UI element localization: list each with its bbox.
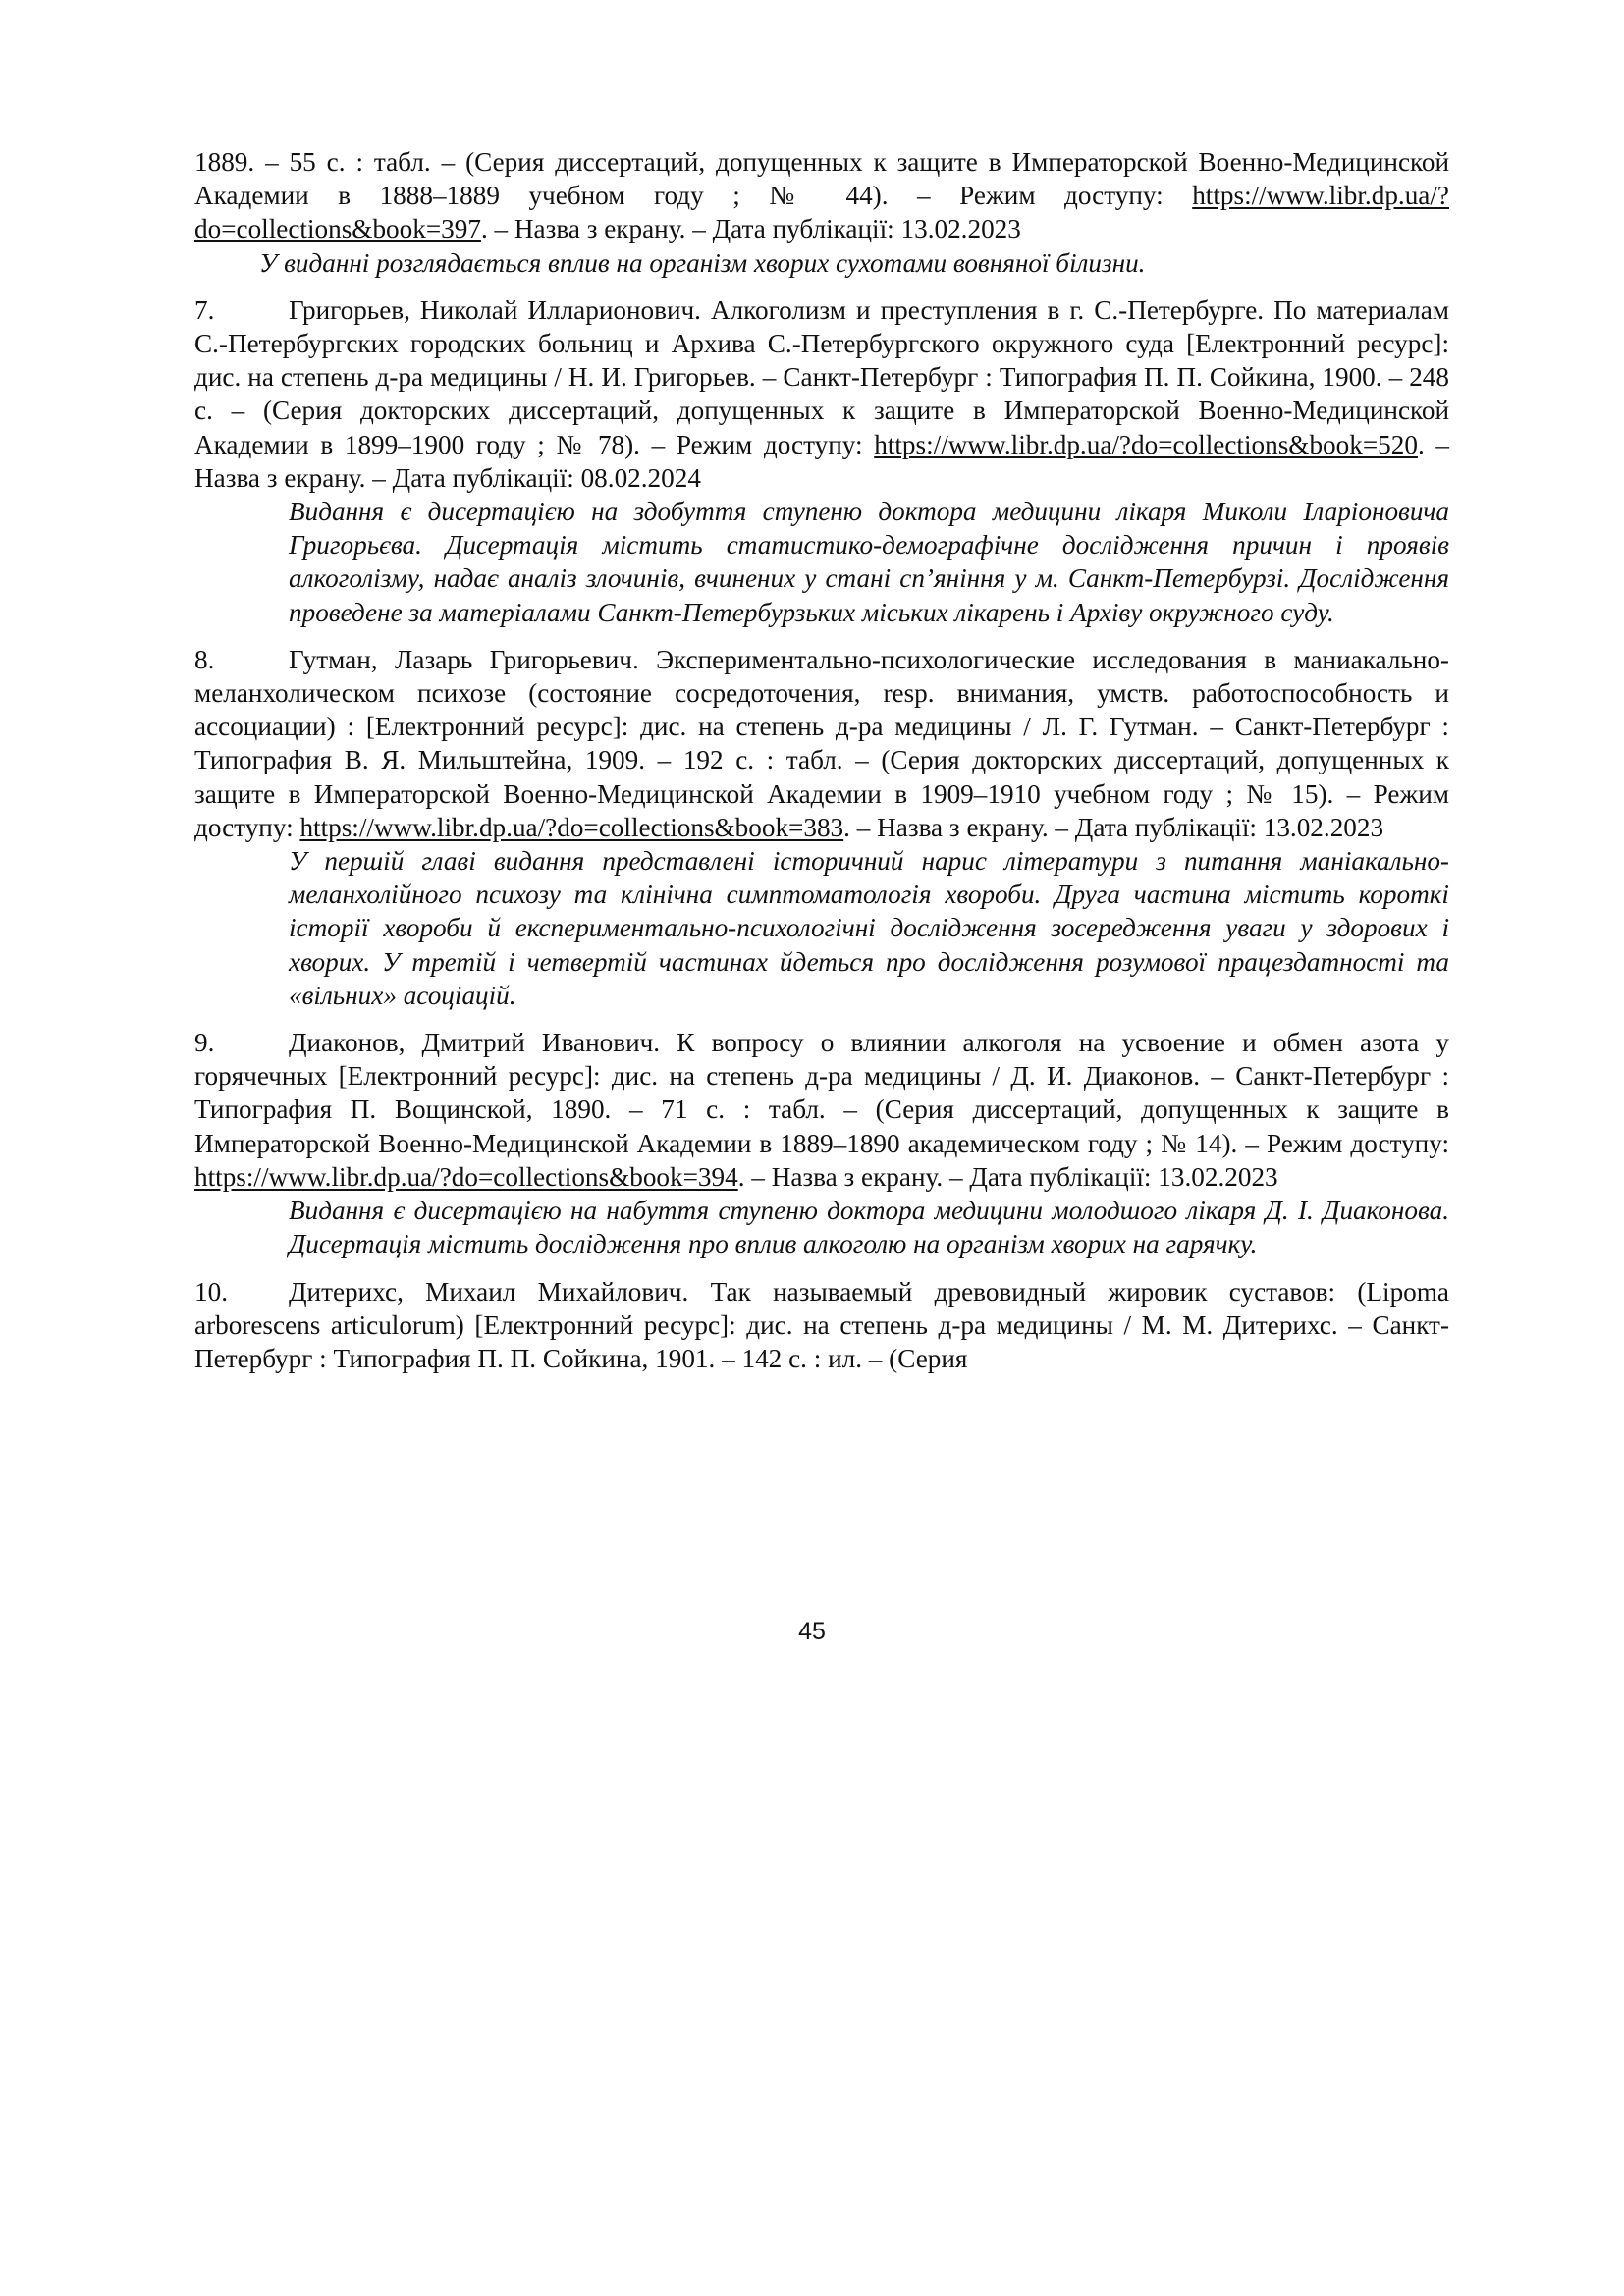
entry-number: 7. (194, 294, 215, 325)
bibliography-entry-9 (194, 1026, 1449, 1260)
entry-number: 10. (194, 1276, 228, 1307)
entry-citation (194, 145, 1449, 246)
entry-link[interactable]: https://www.libr.dp.ua/?do=collections&book=397 (194, 181, 1449, 244)
entry-number: 8. (194, 644, 215, 674)
entry-text: Диаконов, Дмитрий Иванович. К вопросу о влиянии алкоголя на усвоение и обмен азота у горячечных [Електронний ресурс]: дис. на степень д-ра медицины / Д. И. Диаконов. – Санкт-Петербург : Типография П. Вощинской, 1890. – 71 с. : табл. – (Серия диссертаций, допущенных к защите в Императорской Военно-Медицинской Академии в 1889–1890 академическом году ; № 14). – Режим доступу: (194, 1028, 1449, 1158)
entry-text: Григорьев, Николай Илларионович. Алкоголизм и преступления в г. С.-Петербурге. По материалам С.-Петербургских городских больниц и Архива С.-Петербургского окружного суда [Електронний ресурс]: дис. на степень д-ра медицины / Н. И. Григорьев. – Санкт-Петербург : Типография П. П. Сойкина, 1900. – 248 с. – (Серия докторских диссертаций, допущенных к защите в Императорской Военно-Медицинской Академии в 1899–1900 году ; № 78). – Режим доступу: (194, 294, 1449, 459)
entry-text-after: . – Назва з екрану. – Дата публікації: 13.02.2023 (480, 214, 1021, 244)
bibliography-entry-8 (194, 643, 1449, 1012)
entry-text-after: . – Назва з екрану. – Дата публікації: 08.02.2024 (194, 429, 1449, 493)
bibliography-entry-7 (194, 294, 1449, 629)
entry-abstract: Видання є дисертацією на здобуття ступеню доктора медицини лікаря Миколи Іларіоновича Григорьєва. Дисертація містить статистико-демографічне дослідження причин і проявів алкоголізму, надає аналіз злочинів, вчинених у стані сп’яніння у м. Санкт-Петербурзі. Дослідження проведене за матеріалами Санкт-Петербурзьких міських лікарень і Архіву окружного суду. (289, 497, 1449, 627)
bibliography-entry-10 (194, 1275, 1449, 1376)
entry-citation (194, 294, 1449, 495)
entry-text-after: . – Назва з екрану. – Дата публікації: 13.02.2023 (843, 812, 1384, 842)
entry-text: Гутман, Лазарь Григорьевич. Экспериментально-психологические исследования в маниакально-меланхолическом психозе (состояние сосредоточения, resp. внимания, умств. работоспособность и ассоциации) : [Електронний ресурс]: дис. на степень д-ра медицины / Л. Г. Гутман. – Санкт-Петербург : Типография В. Я. Мильштейна, 1909. – 192 с. : табл. – (Серия докторских диссертаций, допущенных к защите в Императорской Военно-Медицинской Академии в 1909–1910 учебном году ; № 15). – Режим доступу: (194, 644, 1449, 842)
entry-text: 1889. – 55 с. : табл. – (Серия диссертаций, допущенных к защите в Императорской Военно-Медицинской Академии в 1888–1889 учебном году ; № 44). – Режим доступу: (194, 147, 1449, 211)
bibliography-entry-continued (194, 145, 1449, 280)
entry-number: 9. (194, 1028, 215, 1058)
entry-text: Дитерихс, Михаил Михайлович. Так называемый древовидный жировик суставов: (Lipoma arborescens articulorum) [Електронний ресурс]: дис. на степень д-ра медицины / М. М. Дитерихс. – Санкт-Петербург : Типография П. П. Сойкина, 1901. – 142 с. : ил. – (Серия (194, 1276, 1449, 1373)
entry-citation (194, 1026, 1449, 1194)
entry-text-after: . – Назва з екрану. – Дата публікації: 13.02.2023 (737, 1161, 1278, 1192)
entry-abstract: Видання є дисертацією на набуття ступеню доктора медицини молодшого лікаря Д. І. Диаконова. Дисертація містить дослідження про вплив алкоголю на організм хворих на гарячку. (289, 1196, 1449, 1259)
entry-abstract: У першій главі видання представлені історичний нарис літератури з питання маніакально-меланхолійного психозу та клінічна симптоматологія хвороби. Друга частина містить короткі історії хвороби й експериментально-психологічні дослідження зосередження уваги у здорових і хворих. У третій і четвертій частинах йдеться про дослідження розумової працездатності та «вільних» асоціацій. (289, 846, 1449, 1010)
entry-abstract: У виданні розглядається вплив на організм хворих сухотами вовняної білизни. (259, 247, 1146, 278)
entry-link[interactable]: https://www.libr.dp.ua/?do=collections&book=394 (194, 1161, 738, 1192)
entry-citation (194, 643, 1449, 844)
document-page (194, 145, 1449, 1375)
page-number: 45 (798, 1618, 826, 1645)
entry-citation (194, 1275, 1449, 1376)
entry-link[interactable]: https://www.libr.dp.ua/?do=collections&book=520 (874, 429, 1418, 459)
entry-link[interactable]: https://www.libr.dp.ua/?do=collections&book=383 (299, 812, 844, 842)
